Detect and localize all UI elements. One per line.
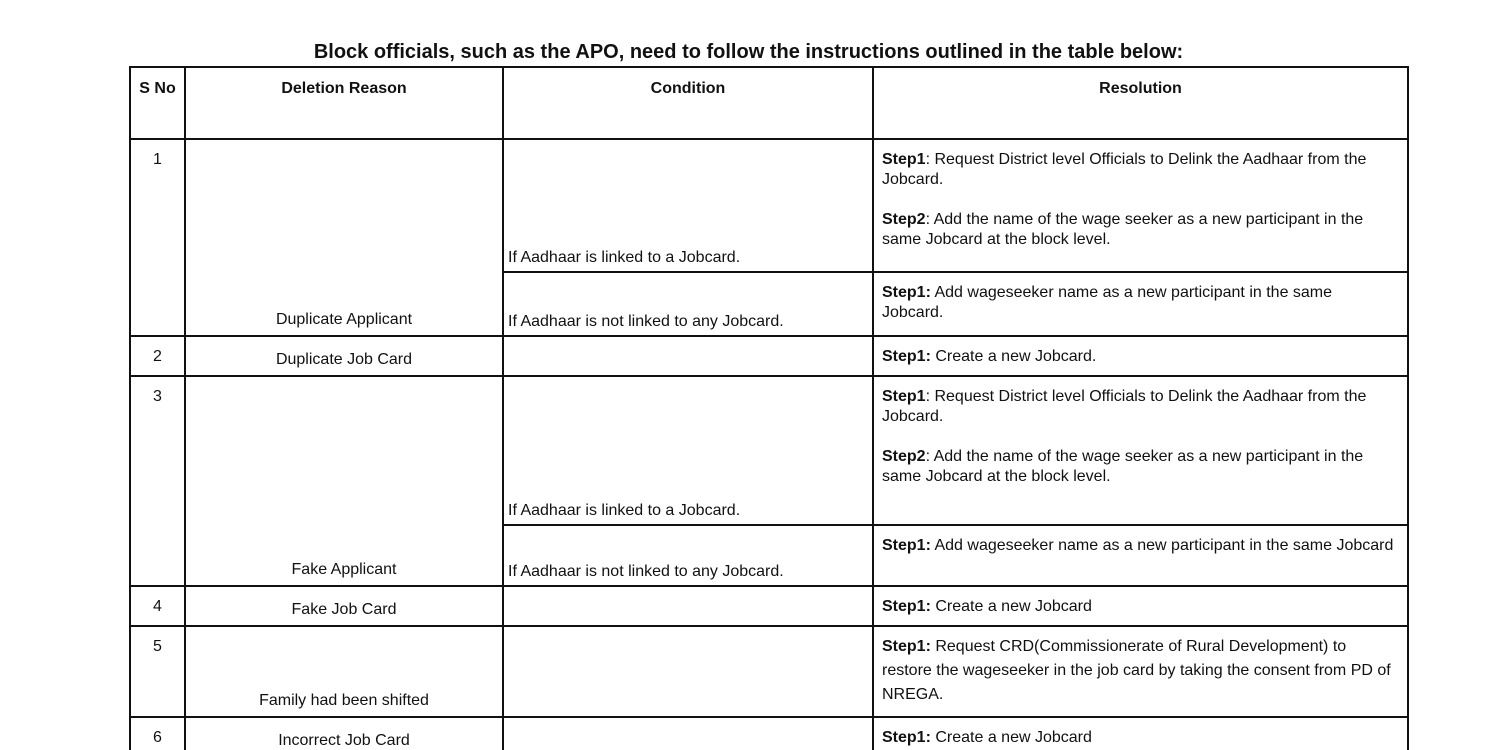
step-label: Step1: — [882, 638, 931, 655]
cell-resolution — [873, 139, 1408, 272]
cell-sno: 5 — [130, 626, 185, 717]
cell-deletion-reason: Incorrect Job Card — [185, 717, 503, 750]
cell-sno: 1 — [130, 139, 185, 336]
cell-condition: If Aadhaar is not linked to any Jobcard. — [503, 272, 873, 336]
step-text: Create a new Jobcard — [930, 729, 1092, 746]
cell-resolution — [873, 586, 1408, 626]
table-row — [130, 717, 1408, 750]
resolution-step — [882, 210, 1397, 250]
table-row — [130, 139, 1408, 272]
step-label: Step1 — [882, 388, 926, 405]
cell-condition: If Aadhaar is linked to a Jobcard. — [503, 139, 873, 272]
step-label: Step1: — [882, 729, 931, 746]
cell-sno: 6 — [130, 717, 185, 750]
step-label: Step1 — [882, 151, 926, 168]
table-row — [130, 336, 1408, 376]
resolution-step — [882, 283, 1397, 323]
table-row — [130, 586, 1408, 626]
step-label: Step1: — [882, 348, 931, 365]
step-text: Request CRD(Commissionerate of Rural Development) to restore the wageseeker in the job card by taking the consent from PD of NREGA. — [882, 638, 1391, 703]
cell-resolution — [873, 376, 1408, 525]
instructions-table — [129, 66, 1409, 750]
cell-resolution — [873, 272, 1408, 336]
resolution-step — [882, 387, 1397, 427]
cell-deletion-reason: Family had been shifted — [185, 626, 503, 717]
cell-condition — [503, 717, 873, 750]
table-row — [130, 376, 1408, 525]
cell-sno: 4 — [130, 586, 185, 626]
resolution-step — [882, 347, 1397, 367]
header-sno: S No — [130, 67, 185, 139]
step-text: : Request District level Officials to Delink the Aadhaar from the Jobcard. — [882, 151, 1367, 188]
table-header-row — [130, 67, 1408, 139]
cell-sno: 3 — [130, 376, 185, 586]
cell-resolution — [873, 717, 1408, 750]
cell-resolution — [873, 336, 1408, 376]
resolution-step — [882, 536, 1397, 556]
page-title: Block officials, such as the APO, need to follow the instructions outlined in the table below: — [313, 41, 1184, 63]
header-resolution: Resolution — [873, 67, 1408, 139]
cell-resolution — [873, 525, 1408, 586]
table-row — [130, 626, 1408, 717]
step-label: Step1: — [882, 537, 931, 554]
resolution-step — [882, 597, 1397, 617]
cell-deletion-reason: Duplicate Applicant — [185, 139, 503, 336]
cell-resolution — [873, 626, 1408, 717]
cell-deletion-reason: Duplicate Job Card — [185, 336, 503, 376]
step-text: : Add the name of the wage seeker as a new participant in the same Jobcard at the block level. — [882, 211, 1364, 248]
cell-condition: If Aadhaar is not linked to any Jobcard. — [503, 525, 873, 586]
step-label: Step1: — [882, 284, 931, 301]
step-label: Step1: — [882, 598, 931, 615]
resolution-step — [882, 728, 1397, 748]
step-label: Step2 — [882, 211, 926, 228]
cell-condition — [503, 336, 873, 376]
step-label: Step2 — [882, 448, 926, 465]
step-text: Add wageseeker name as a new participant in the same Jobcard. — [882, 284, 1333, 321]
step-text: Add wageseeker name as a new participant in the same Jobcard — [930, 537, 1394, 554]
cell-deletion-reason: Fake Applicant — [185, 376, 503, 586]
step-text: : Add the name of the wage seeker as a new participant in the same Jobcard at the block level. — [882, 448, 1364, 485]
cell-sno: 2 — [130, 336, 185, 376]
step-text: : Request District level Officials to Delink the Aadhaar from the Jobcard. — [882, 388, 1367, 425]
resolution-step — [882, 635, 1397, 707]
step-text: Create a new Jobcard. — [930, 348, 1097, 365]
header-deletion-reason: Deletion Reason — [185, 67, 503, 139]
cell-condition — [503, 586, 873, 626]
resolution-step — [882, 447, 1397, 487]
cell-condition — [503, 626, 873, 717]
cell-condition: If Aadhaar is linked to a Jobcard. — [503, 376, 873, 525]
resolution-step — [882, 150, 1397, 190]
step-text: Create a new Jobcard — [930, 598, 1092, 615]
header-condition: Condition — [503, 67, 873, 139]
cell-deletion-reason: Fake Job Card — [185, 586, 503, 626]
